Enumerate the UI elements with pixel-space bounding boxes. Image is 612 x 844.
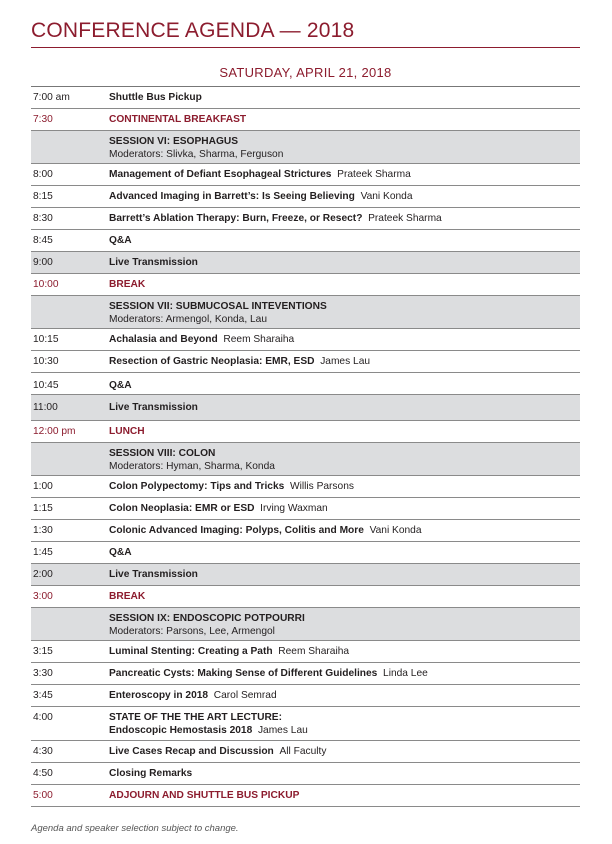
agenda-time: 3:15 <box>33 646 53 657</box>
title-divider <box>31 47 580 48</box>
agenda-row <box>31 373 580 395</box>
agenda-time: 8:15 <box>33 191 53 202</box>
agenda-row <box>31 564 580 586</box>
agenda-speaker: Prateek Sharma <box>337 169 411 180</box>
agenda-speaker: Willis Parsons <box>289 481 354 492</box>
agenda-title: Shuttle Bus Pickup <box>109 92 202 103</box>
agenda-speaker: James Lau <box>320 356 371 367</box>
agenda-time: 3:00 <box>33 591 53 602</box>
agenda-row <box>31 641 580 663</box>
agenda-speaker: Carol Semrad <box>213 690 277 701</box>
agenda-title: LUNCH <box>109 426 145 437</box>
agenda-time: 2:00 <box>33 569 53 580</box>
agenda-speaker: Prateek Sharma <box>368 213 442 224</box>
agenda-time: 10:45 <box>33 380 59 391</box>
agenda-time: 9:00 <box>33 257 53 268</box>
agenda-title: Management of Defiant Esophageal Strictures <box>109 169 332 180</box>
session-moderators: Moderators: Slivka, Sharma, Ferguson <box>109 149 284 160</box>
agenda-row <box>31 131 580 164</box>
agenda-row <box>31 296 580 329</box>
agenda-speaker: James Lau <box>257 725 308 736</box>
agenda-time: 8:45 <box>33 235 53 246</box>
agenda-title: SESSION VI: ESOPHAGUS <box>109 136 239 147</box>
agenda-row <box>31 208 580 230</box>
agenda-time: 4:30 <box>33 746 53 757</box>
agenda-content <box>109 190 580 203</box>
agenda-title: BREAK <box>109 279 146 290</box>
agenda-title: Closing Remarks <box>109 768 193 779</box>
agenda-content <box>109 667 580 680</box>
agenda-title: Q&A <box>109 235 132 246</box>
agenda-table <box>31 87 580 807</box>
agenda-content <box>109 689 580 702</box>
session-moderators: Moderators: Parsons, Lee, Armengol <box>109 626 275 637</box>
agenda-content <box>109 401 580 414</box>
agenda-row <box>31 186 580 208</box>
agenda-title: Resection of Gastric Neoplasia: EMR, ESD <box>109 356 315 367</box>
agenda-content <box>109 590 580 603</box>
agenda-title: Colon Polypectomy: Tips and Tricks <box>109 481 285 492</box>
agenda-title: Q&A <box>109 547 132 558</box>
agenda-title: Colonic Advanced Imaging: Polyps, Colitis and More <box>109 525 364 536</box>
agenda-content <box>109 745 580 758</box>
lecture-subtitle: Endoscopic Hemostasis 2018 <box>109 725 253 736</box>
agenda-title: Live Transmission <box>109 569 198 580</box>
agenda-title: SESSION VII: SUBMUCOSAL INTEVENTIONS <box>109 301 327 312</box>
agenda-row <box>31 476 580 498</box>
agenda-content <box>109 546 580 559</box>
agenda-speaker: Vani Konda <box>369 525 422 536</box>
agenda-title: BREAK <box>109 591 146 602</box>
agenda-row <box>31 542 580 564</box>
agenda-content <box>109 645 580 658</box>
agenda-title: Pancreatic Cysts: Making Sense of Different Guidelines <box>109 668 378 679</box>
agenda-content <box>109 502 580 515</box>
agenda-time: 10:30 <box>33 356 59 367</box>
session-moderators: Moderators: Armengol, Konda, Lau <box>109 314 268 325</box>
agenda-time: 8:00 <box>33 169 53 180</box>
agenda-content <box>109 789 580 802</box>
agenda-speaker: Linda Lee <box>383 668 428 679</box>
agenda-title: Barrett’s Ablation Therapy: Burn, Freeze, or Resect? <box>109 213 363 224</box>
agenda-title: Advanced Imaging in Barrett’s: Is Seeing Believing <box>109 191 355 202</box>
agenda-row <box>31 741 580 763</box>
agenda-title: Achalasia and Beyond <box>109 334 218 345</box>
agenda-time: 10:15 <box>33 334 59 345</box>
agenda-content <box>109 767 580 780</box>
agenda-time: 1:45 <box>33 547 53 558</box>
agenda-row <box>31 608 580 641</box>
agenda-row <box>31 421 580 443</box>
agenda-speaker: Reem Sharaiha <box>278 646 350 657</box>
footnote: Agenda and speaker selection subject to change. <box>31 823 239 834</box>
agenda-time: 1:00 <box>33 481 53 492</box>
agenda-row <box>31 685 580 707</box>
agenda-row <box>31 707 580 741</box>
agenda-title: Enteroscopy in 2018 <box>109 690 209 701</box>
agenda-time: 8:30 <box>33 213 53 224</box>
agenda-row <box>31 252 580 274</box>
agenda-title: SESSION IX: ENDOSCOPIC POTPOURRI <box>109 613 305 624</box>
agenda-title: STATE OF THE THE ART LECTURE: <box>109 712 282 723</box>
agenda-content <box>109 612 580 638</box>
session-moderators: Moderators: Hyman, Sharma, Konda <box>109 461 275 472</box>
agenda-content <box>109 379 580 392</box>
agenda-content <box>109 212 580 225</box>
agenda-row <box>31 443 580 476</box>
agenda-content <box>109 168 580 181</box>
agenda-title: Live Transmission <box>109 402 198 413</box>
agenda-time: 7:00 am <box>33 92 70 103</box>
agenda-content <box>109 568 580 581</box>
agenda-speaker: All Faculty <box>279 746 327 757</box>
agenda-row <box>31 785 580 807</box>
agenda-row <box>31 395 580 421</box>
page-title: CONFERENCE AGENDA — 2018 <box>31 19 355 42</box>
agenda-row <box>31 663 580 685</box>
day-heading: SATURDAY, APRIL 21, 2018 <box>219 65 392 80</box>
agenda-speaker: Reem Sharaiha <box>223 334 295 345</box>
agenda-content <box>109 524 580 537</box>
agenda-content <box>109 135 580 161</box>
agenda-content <box>109 234 580 247</box>
agenda-time: 12:00 pm <box>33 426 76 437</box>
agenda-content <box>109 278 580 291</box>
agenda-content <box>109 300 580 326</box>
agenda-time: 1:15 <box>33 503 53 514</box>
agenda-title: Luminal Stenting: Creating a Path <box>109 646 273 657</box>
agenda-row <box>31 351 580 373</box>
agenda-content <box>109 447 580 473</box>
agenda-row <box>31 109 580 131</box>
agenda-time: 4:00 <box>33 712 53 723</box>
agenda-content <box>109 333 580 346</box>
agenda-title: Live Cases Recap and Discussion <box>109 746 274 757</box>
agenda-row <box>31 329 580 351</box>
agenda-time: 7:30 <box>33 114 53 125</box>
agenda-speaker: Irving Waxman <box>260 503 328 514</box>
agenda-row <box>31 586 580 608</box>
agenda-content <box>109 113 580 126</box>
agenda-time: 11:00 <box>33 402 58 413</box>
agenda-time: 3:30 <box>33 668 53 679</box>
agenda-time: 5:00 <box>33 790 53 801</box>
agenda-row <box>31 87 580 109</box>
agenda-content <box>109 91 580 104</box>
agenda-content <box>109 480 580 493</box>
agenda-title: Q&A <box>109 380 132 391</box>
agenda-row <box>31 763 580 785</box>
agenda-title: ADJOURN AND SHUTTLE BUS PICKUP <box>109 790 300 801</box>
agenda-row <box>31 230 580 252</box>
agenda-row <box>31 520 580 542</box>
agenda-title: CONTINENTAL BREAKFAST <box>109 114 247 125</box>
agenda-title: Live Transmission <box>109 257 198 268</box>
agenda-title: SESSION VIII: COLON <box>109 448 216 459</box>
agenda-speaker: Vani Konda <box>360 191 413 202</box>
agenda-content <box>109 711 580 737</box>
agenda-row <box>31 164 580 186</box>
agenda-content <box>109 256 580 269</box>
agenda-time: 10:00 <box>33 279 59 290</box>
agenda-title: Colon Neoplasia: EMR or ESD <box>109 503 255 514</box>
agenda-time: 1:30 <box>33 525 53 536</box>
agenda-content <box>109 355 580 368</box>
agenda-time: 3:45 <box>33 690 53 701</box>
agenda-content <box>109 425 580 438</box>
agenda-row <box>31 274 580 296</box>
agenda-time: 4:50 <box>33 768 53 779</box>
agenda-row <box>31 498 580 520</box>
